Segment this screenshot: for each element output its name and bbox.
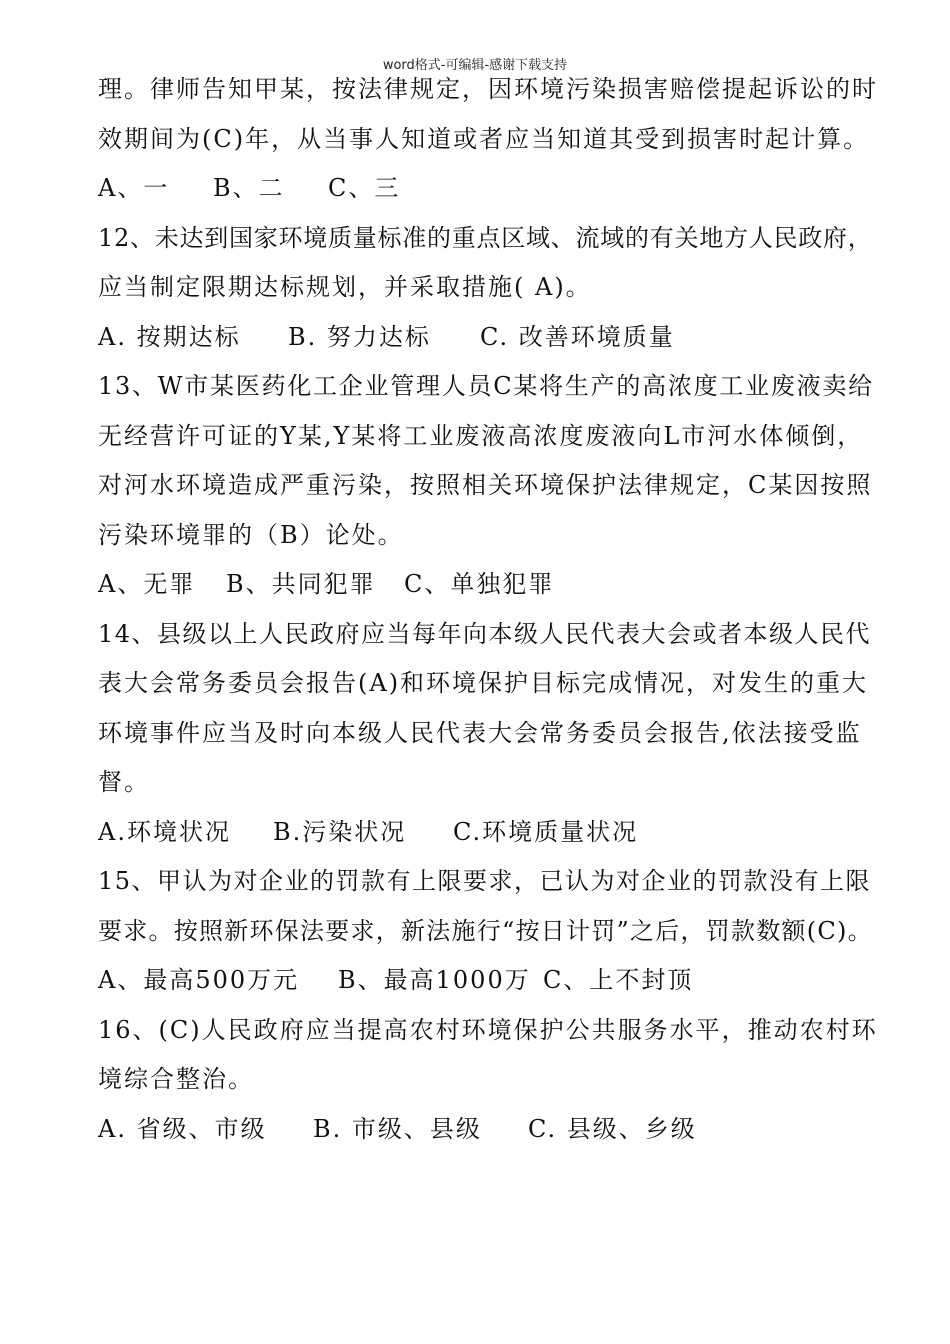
option-a: A. 按期达标 [98,322,241,351]
option-b: B、二 [213,174,285,202]
text-line: 境综合整治。 [98,1065,254,1093]
text-line: 效期间为(C)年，从当事人知道或者应当知道其受到损害时起计算。 [98,124,870,153]
option-c: C、上不封顶 [543,966,694,994]
page-header: word格式-可编辑-感谢下载支持 [382,58,568,73]
question-16: 16、(C)人民政府应当提高农村环境保护公共服务水平，推动农村环 [98,1015,878,1044]
option-b: B. 市级、县级 [313,1114,482,1143]
question-15: 15、甲认为对企业的罚款有上限要求，已认为对企业的罚款没有上限 [98,867,872,895]
answer-options [98,1114,878,1164]
option-a: A、一 [98,174,170,202]
option-c: C.环境质量状况 [453,817,639,846]
option-c: C. 改善环境质量 [480,322,675,351]
option-a: A、最高500万元 [98,966,300,994]
text-line: 对河水环境造成严重污染，按照相关环境保护法律规定，C某因按照 [98,471,873,499]
option-b: B、最高1000万 [338,966,531,994]
text-line: 督。 [98,768,150,796]
option-c: C、三 [328,174,401,202]
answer-options [98,817,878,867]
answer-options [98,322,878,372]
text-line: 表大会常务委员会报告(A)和环境保护目标完成情况，对发生的重大 [98,669,869,697]
answer-options [98,965,878,1015]
text-line: 环境事件应当及时向本级人民代表大会常务委员会报告,依法接受监 [98,718,862,747]
option-a: A.环境状况 [98,817,231,846]
answer-options [98,173,878,223]
option-b: B.污染状况 [273,817,407,846]
text-line: 污染环境罪的（B）论处。 [98,520,404,549]
text-line: 无经营许可证的Y某,Y某将工业废液高浓度废液向L市河水体倾倒， [98,421,864,450]
option-a: A、无罪 [98,570,196,598]
option-b: B. 努力达标 [288,322,431,351]
question-12: 12、未达到国家环境质量标准的重点区域、流域的有关地方人民政府， [98,223,873,252]
text-line: 要求。按照新环保法要求，新法施行“按日计罚”之后，罚款数额(C)。 [98,916,873,945]
option-a: A. 省级、市级 [98,1114,267,1143]
option-c: C. 县级、乡级 [528,1114,697,1143]
option-b: B、共同犯罪 [226,570,376,598]
answer-options [98,569,878,619]
question-14: 14、县级以上人民政府应当每年向本级人民代表大会或者本级人民代 [98,619,872,648]
text-line: 理。律师告知甲某，按法律规定，因环境污染损害赔偿提起诉讼的时 [98,75,878,103]
question-13: 13、W市某医药化工企业管理人员C某将生产的高浓度工业废液卖给 [98,372,874,400]
text-line: 应当制定限期达标规划，并采取措施( A)。 [98,273,592,301]
document-body [98,74,878,1163]
option-c: C、单独犯罪 [404,570,555,598]
